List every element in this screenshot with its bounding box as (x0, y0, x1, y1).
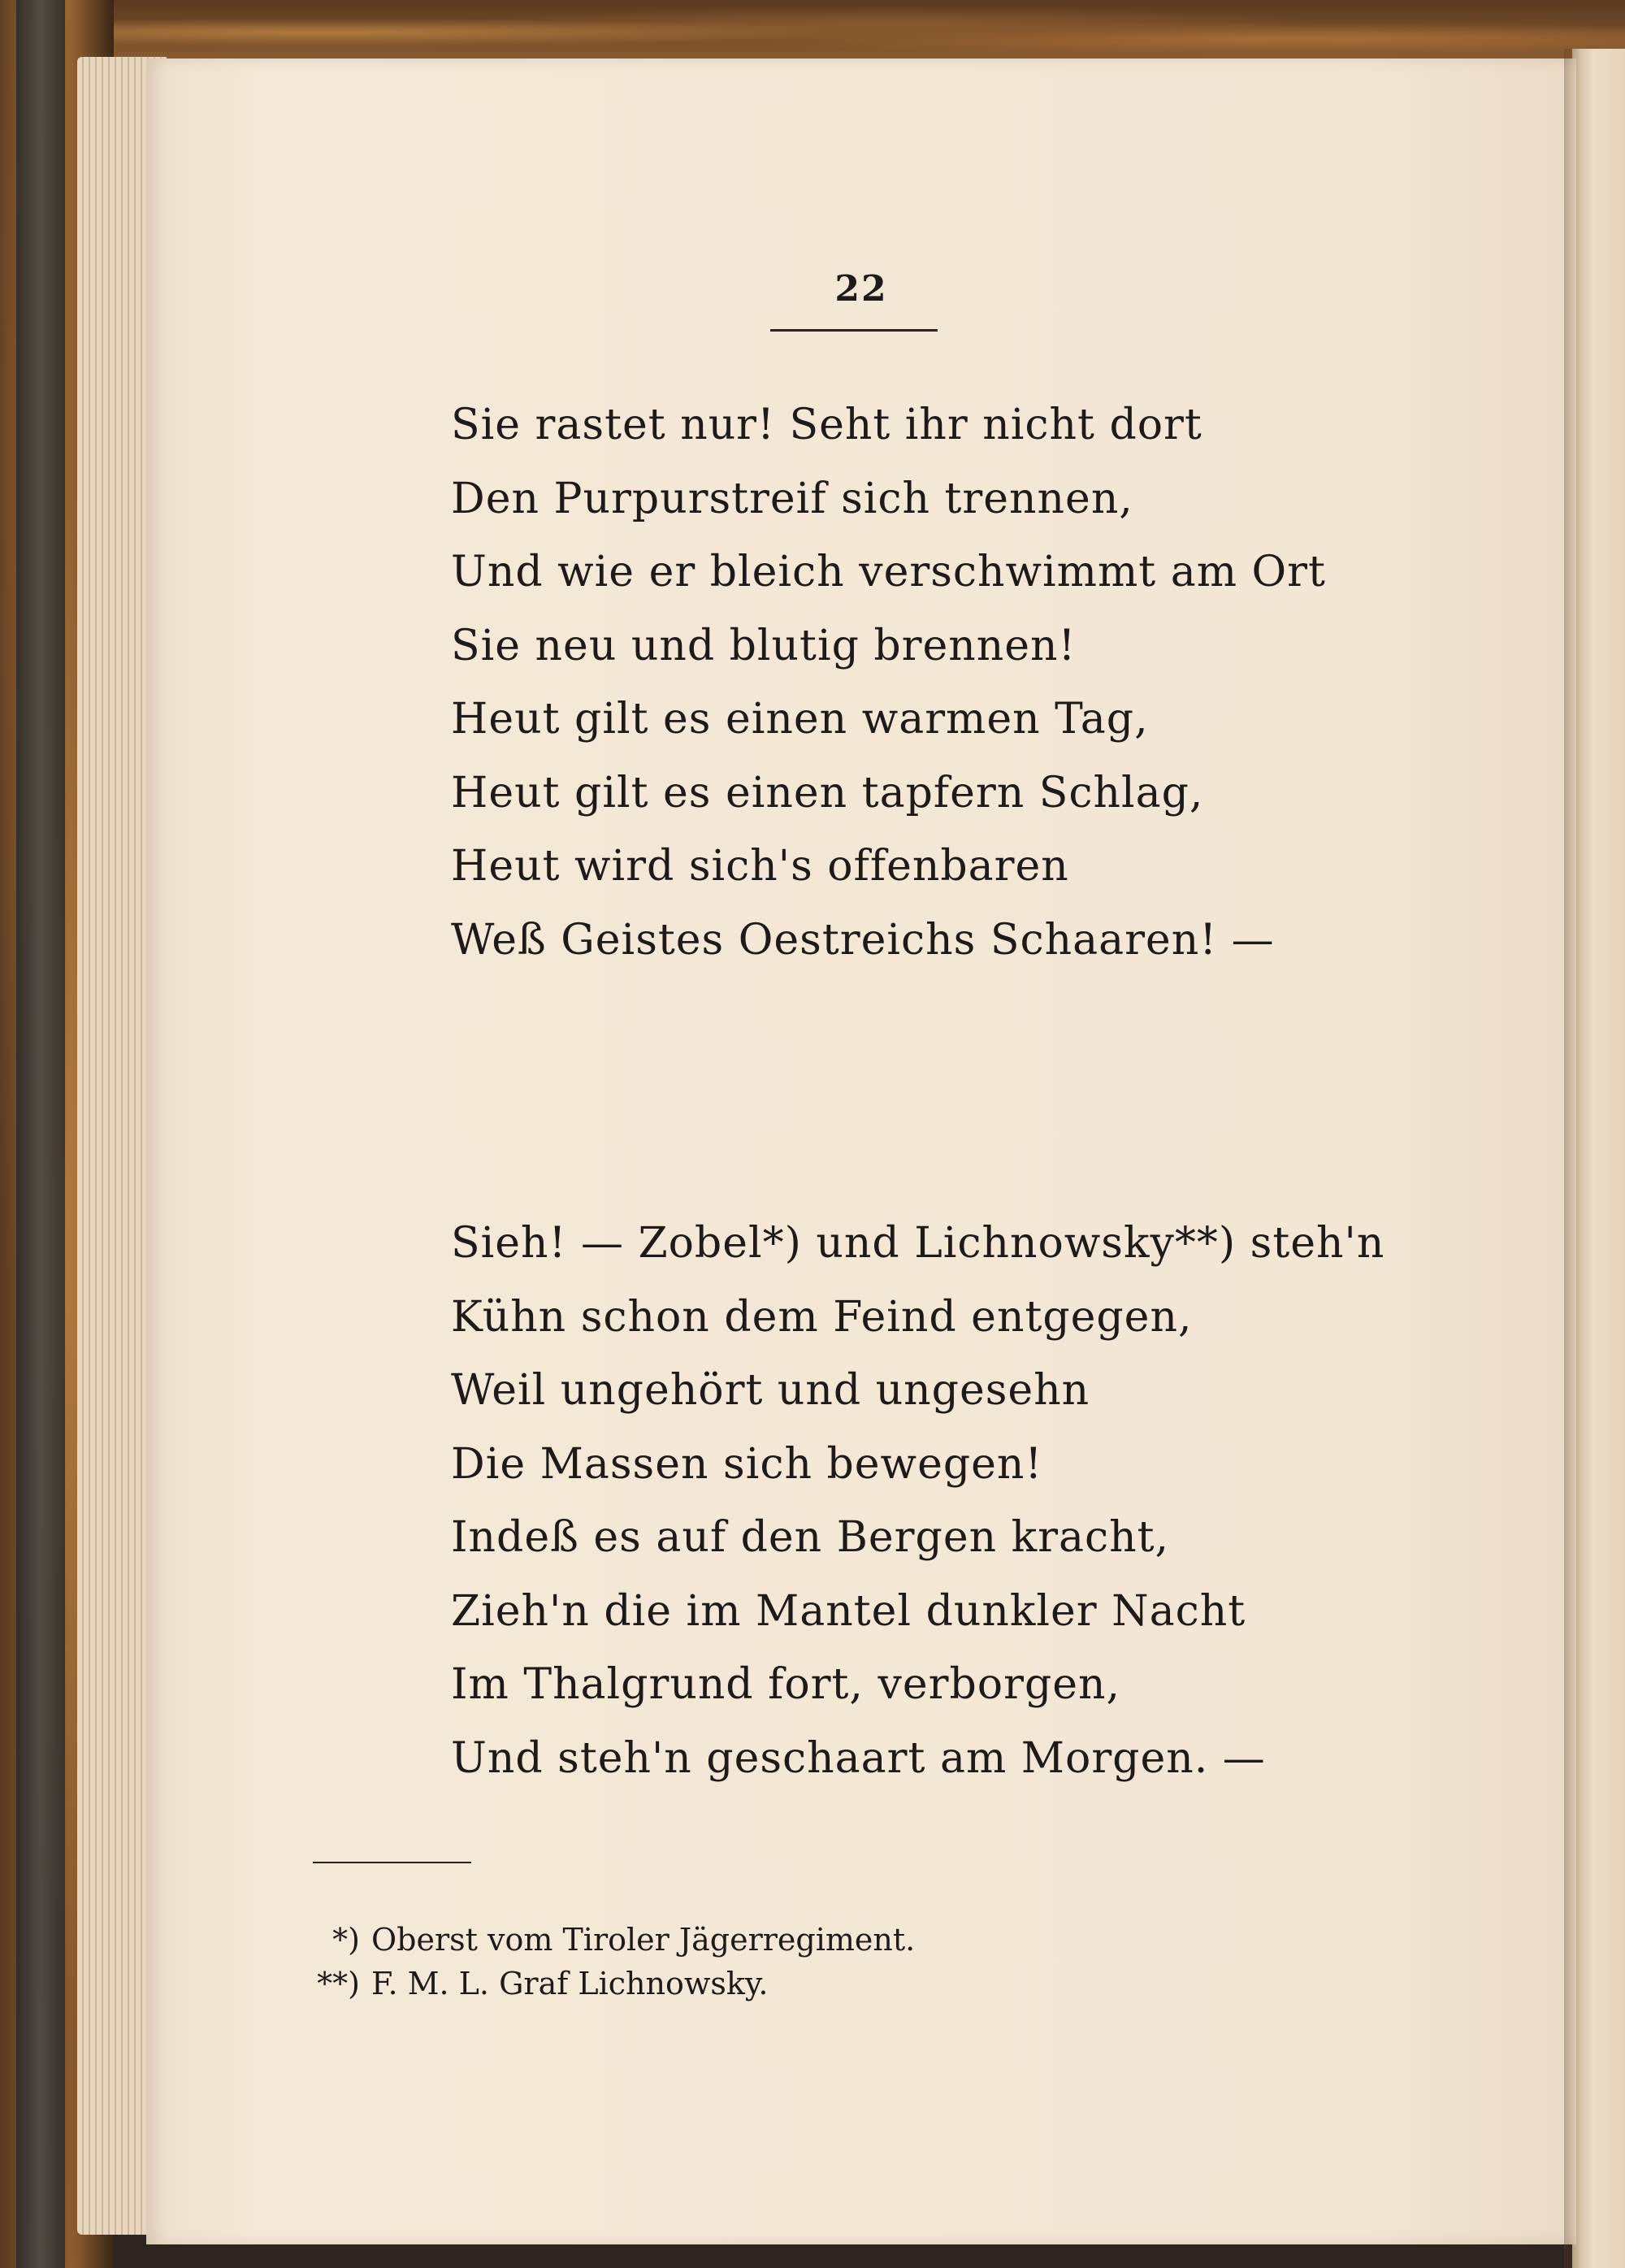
page-number: 22 (834, 268, 888, 310)
page-number-rule (770, 329, 938, 332)
stanza-2 (451, 1207, 1426, 1795)
footnote-rule (313, 1862, 471, 1863)
verse-line: Im Thalgrund fort, verborgen, (451, 1660, 1121, 1709)
verse-line: Heut gilt es einen tapfern Schlag, (451, 768, 1204, 817)
verse-line: Sie neu und blutig brennen! (451, 621, 1077, 670)
verse-line: Weß Geistes Oestreichs Schaaren! — (451, 915, 1275, 965)
verse-line: Kühn schon dem Feind entgegen, (451, 1292, 1193, 1342)
book-cover-top-edge (0, 0, 1625, 65)
book-spine-band (16, 0, 65, 2268)
footnote-text: Oberst vom Tiroler Jägerregiment. (371, 1922, 916, 1958)
verse-line: Und wie er bleich verschwimmt am Ort (451, 548, 1326, 596)
footnote (313, 1918, 1207, 1962)
gutter-shadow (1564, 49, 1580, 2268)
footnotes (313, 1918, 1207, 2006)
verse-line: Und steh'n geschaart am Morgen. — (451, 1733, 1266, 1783)
footnote-marker: *) (332, 1922, 360, 1958)
verse-line: Indeß es auf den Bergen kracht, (451, 1513, 1170, 1562)
verse-line: Heut gilt es einen warmen Tag, (451, 695, 1149, 744)
verse-line: Zieh'n die im Mantel dunkler Nacht (451, 1586, 1246, 1636)
footnote-text: F. M. L. Graf Lichnowsky. (371, 1966, 769, 2001)
verse-line: Weil ungehört und ungesehn (451, 1366, 1090, 1415)
book-page (146, 59, 1576, 2244)
verse-line: Die Massen sich bewegen! (451, 1439, 1043, 1489)
verse-line: Heut wird sich's offenbaren (451, 842, 1069, 891)
stanza-1 (451, 388, 1426, 977)
verse-line: Sieh! — Zobel*) und Lichnowsky**) steh'n (451, 1219, 1385, 1268)
footnote (313, 1962, 1207, 2006)
verse-line: Sie rastet nur! Seht ihr nicht dort (451, 401, 1202, 449)
verse-line: Den Purpurstreif sich trennen, (451, 474, 1133, 523)
footnote-marker: **) (317, 1966, 360, 2001)
